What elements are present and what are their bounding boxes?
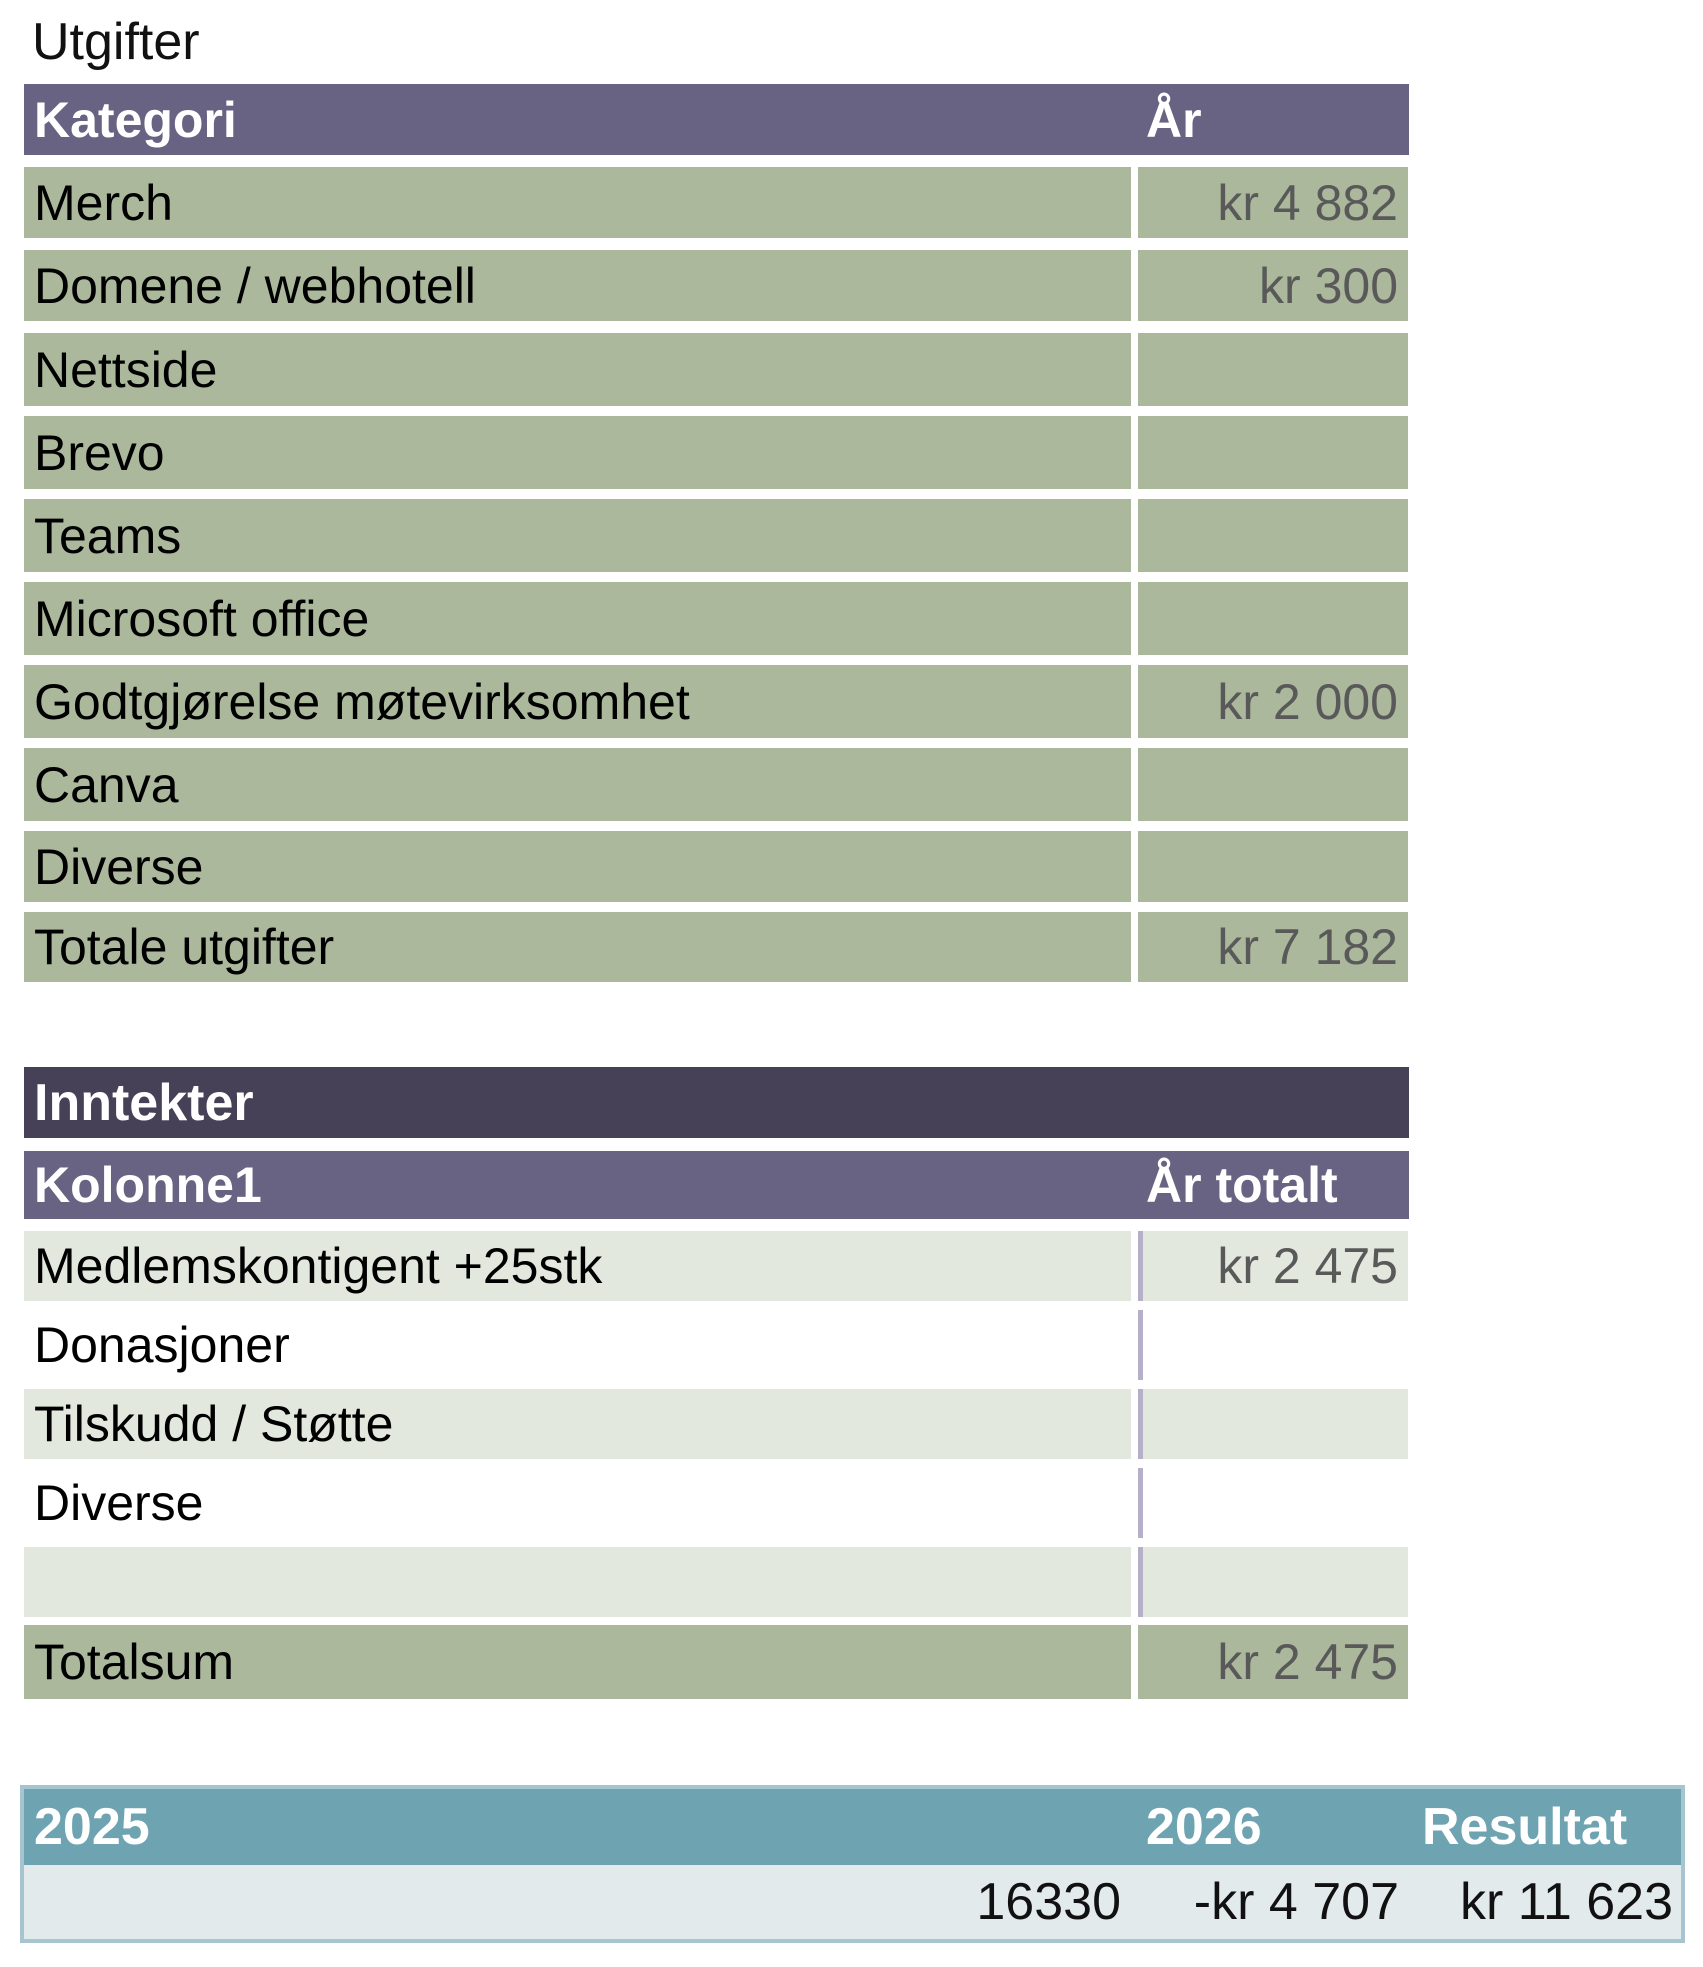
table-row — [24, 831, 1409, 902]
column-header-2025[interactable]: 2025 — [34, 1798, 150, 1856]
column-header-resultat[interactable]: Resultat — [1422, 1798, 1628, 1856]
cell-category[interactable] — [24, 1547, 1131, 1617]
cell-category[interactable]: Medlemskontigent +25stk — [24, 1231, 1131, 1301]
cell-category[interactable]: Tilskudd / Støtte — [24, 1389, 1131, 1459]
table-row — [24, 1389, 1409, 1459]
table-row — [24, 665, 1409, 738]
result-values-row — [24, 1865, 1681, 1939]
cell-category[interactable]: Totalsum — [24, 1625, 1131, 1699]
table-row — [24, 416, 1409, 489]
cell-amount[interactable] — [1138, 333, 1408, 406]
cell-amount[interactable] — [1138, 499, 1408, 572]
table-row-empty — [24, 1547, 1409, 1617]
cell-category[interactable]: Merch — [24, 167, 1131, 238]
cell-category[interactable]: Brevo — [24, 416, 1131, 489]
income-table — [24, 1151, 1409, 1699]
table-row — [24, 499, 1409, 572]
cell-amount[interactable]: kr 4 882 — [1138, 167, 1408, 238]
income-title: Inntekter — [24, 1067, 1409, 1138]
cell-category[interactable]: Microsoft office — [24, 582, 1131, 655]
cell-amount[interactable] — [1138, 1389, 1408, 1459]
cell-category[interactable]: Teams — [24, 499, 1131, 572]
result-table — [20, 1785, 1685, 1943]
cell-2025[interactable]: 16330 — [976, 1873, 1121, 1931]
cell-category[interactable]: Godtgjørelse møtevirksomhet — [24, 665, 1131, 738]
column-header-category[interactable]: Kategori — [34, 91, 237, 148]
cell-amount[interactable]: kr 2 475 — [1138, 1231, 1408, 1301]
table-row — [24, 167, 1409, 238]
cell-amount[interactable] — [1138, 1468, 1408, 1538]
expenses-title: Utgifter — [32, 13, 200, 71]
cell-amount[interactable]: kr 7 182 — [1138, 912, 1408, 982]
table-row-total — [24, 1625, 1409, 1699]
table-row — [24, 1231, 1409, 1301]
table-row — [24, 1468, 1409, 1538]
cell-amount[interactable]: kr 300 — [1138, 250, 1408, 321]
table-row — [24, 250, 1409, 321]
column-header-year-total[interactable]: År totalt — [1146, 1157, 1338, 1213]
cell-resultat[interactable]: kr 11 623 — [1460, 1873, 1673, 1931]
expenses-header-row — [24, 84, 1409, 155]
table-row — [24, 748, 1409, 821]
cell-2026[interactable]: -kr 4 707 — [1193, 1873, 1399, 1931]
cell-amount[interactable] — [1138, 416, 1408, 489]
cell-amount[interactable] — [1138, 831, 1408, 902]
column-header-2026[interactable]: 2026 — [1146, 1798, 1262, 1856]
cell-category[interactable]: Diverse — [24, 831, 1131, 902]
cell-category[interactable]: Totale utgifter — [24, 912, 1131, 982]
cell-amount[interactable] — [1138, 748, 1408, 821]
cell-amount[interactable]: kr 2 475 — [1138, 1625, 1408, 1699]
column-header-kolonne1[interactable]: Kolonne1 — [34, 1157, 262, 1213]
cell-amount[interactable] — [1138, 582, 1408, 655]
table-row — [24, 1310, 1409, 1380]
table-row — [24, 333, 1409, 406]
cell-category[interactable]: Domene / webhotell — [24, 250, 1131, 321]
result-header-row — [24, 1789, 1681, 1865]
table-row — [24, 582, 1409, 655]
income-header-row — [24, 1151, 1409, 1219]
expenses-table — [24, 84, 1409, 982]
table-row-total — [24, 912, 1409, 982]
cell-amount[interactable] — [1138, 1547, 1408, 1617]
column-header-year[interactable]: År — [1146, 91, 1202, 148]
cell-category[interactable]: Canva — [24, 748, 1131, 821]
cell-category[interactable]: Donasjoner — [24, 1310, 1131, 1380]
cell-category[interactable]: Diverse — [24, 1468, 1131, 1538]
cell-amount[interactable]: kr 2 000 — [1138, 665, 1408, 738]
cell-category[interactable]: Nettside — [24, 333, 1131, 406]
cell-amount[interactable] — [1138, 1310, 1408, 1380]
